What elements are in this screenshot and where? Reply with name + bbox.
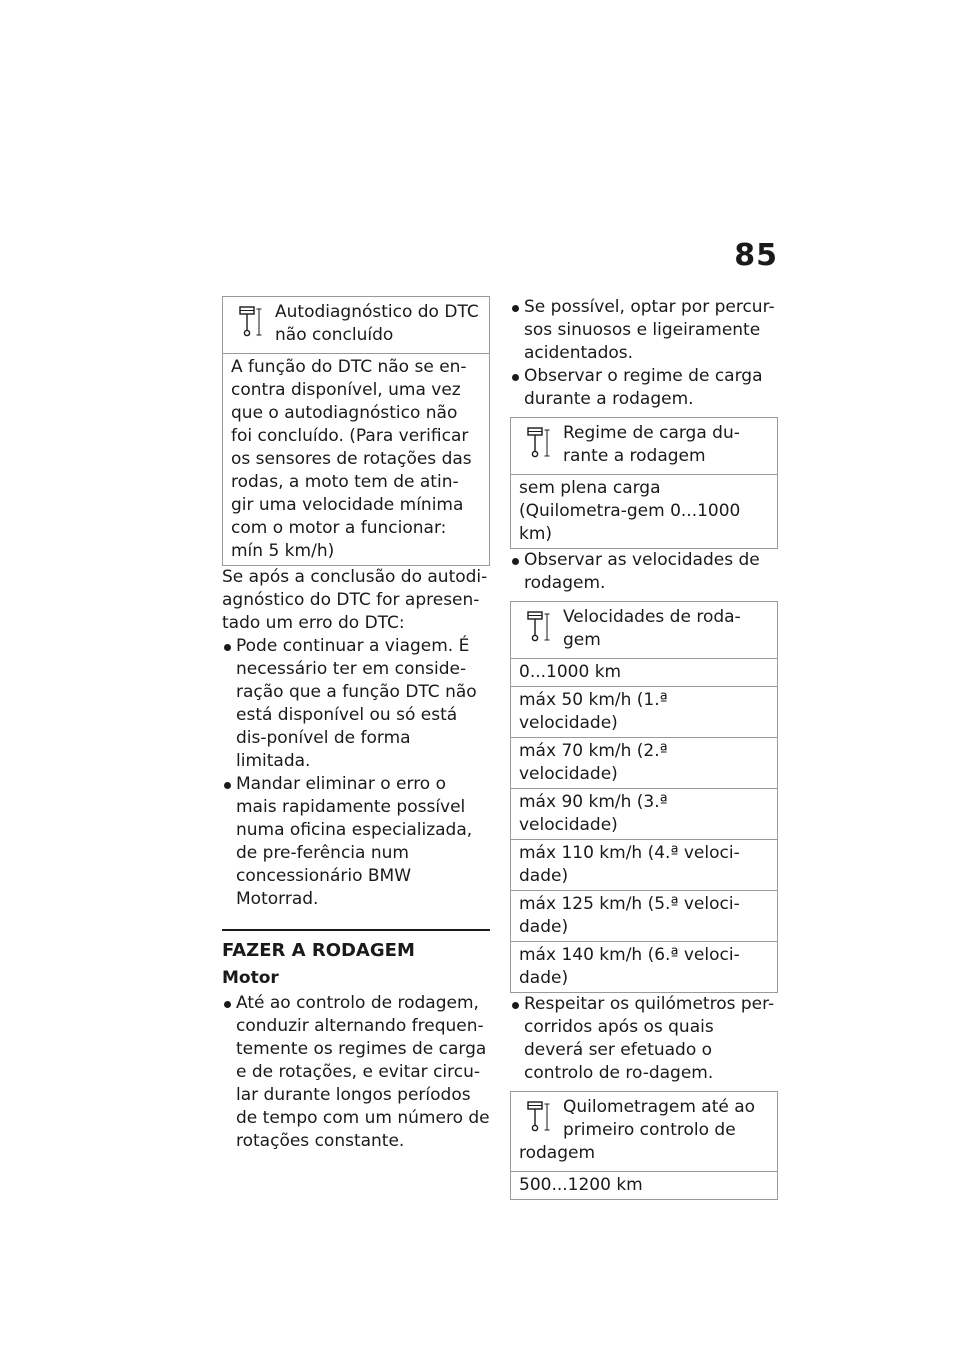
mileage-table	[510, 1091, 778, 1200]
dtc-table-header	[223, 297, 489, 353]
sub-title: Motor	[222, 968, 279, 988]
list-item: Mandar eliminar o erro o mais rapidamente possível numa oficina especializada, de pre-ferência num concessionário BMW Motorrad.	[222, 773, 490, 911]
technical-data-icon	[525, 610, 551, 642]
section-title: FAZER A RODAGEM	[222, 940, 415, 961]
right-column	[510, 296, 778, 1200]
left-column	[222, 296, 490, 1153]
mileage-table-title-tail: rodagem	[519, 1143, 596, 1163]
page-number: 85	[734, 238, 778, 273]
technical-data-icon	[237, 305, 263, 337]
table-row: máx 70 km/h (2.ª velocidade)	[511, 737, 777, 788]
list-item: Se possível, optar por percur-sos sinuosos e ligeiramente acidentados.	[510, 296, 778, 365]
list-item: Pode continuar a viagem. É necessário ter em conside-ração que a função DTC não está disponível ou só está dis-ponível de forma limitada.	[222, 635, 490, 773]
dtc-bullet-list	[222, 635, 490, 911]
dtc-table	[222, 296, 490, 566]
table-row: 500...1200 km	[511, 1171, 777, 1199]
load-table	[510, 417, 778, 549]
technical-data-icon	[525, 426, 551, 458]
dtc-table-body: A função do DTC não se en-contra disponível, uma vez que o autodiagnóstico não foi concluído. (Para verificar os sensores de rotações das rodas, a moto tem de atin-gir uma velocidade mínima com o motor a funcionar: mín 5 km/h)	[223, 353, 489, 565]
route-bullet-list	[510, 296, 778, 411]
speed-table-title: Velocidades de roda-gem	[563, 607, 741, 650]
table-row: sem plena carga (Quilometra-gem 0...1000 km)	[511, 474, 777, 548]
table-row: máx 50 km/h (1.ª velocidade)	[511, 686, 777, 737]
dtc-table-title: Autodiagnóstico do DTC não concluído	[275, 302, 479, 345]
table-row: 0...1000 km	[511, 658, 777, 686]
speed-table-header	[511, 602, 777, 658]
list-item: Observar o regime de carga durante a rodagem.	[510, 365, 778, 411]
mileage-bullet-list	[510, 993, 778, 1085]
mileage-table-title: Quilometragem até ao primeiro controlo de	[563, 1097, 756, 1140]
table-row: máx 90 km/h (3.ª velocidade)	[511, 788, 777, 839]
table-row: máx 140 km/h (6.ª veloci-dade)	[511, 941, 777, 992]
list-item: Respeitar os quilómetros per-corridos após os quais deverá ser efetuado o controlo de ro-dagem.	[510, 993, 778, 1085]
section-divider	[222, 929, 490, 931]
technical-data-icon	[525, 1100, 551, 1132]
mileage-table-header	[511, 1092, 777, 1171]
table-row: máx 110 km/h (4.ª veloci-dade)	[511, 839, 777, 890]
list-item: Observar as velocidades de rodagem.	[510, 549, 778, 595]
list-item: Até ao controlo de rodagem, conduzir alternando frequen-temente os regimes de carga e de rotações, e evitar circu-lar durante longos períodos de tempo com um número de rotações constante.	[222, 992, 490, 1153]
speed-table	[510, 601, 778, 993]
load-table-title: Regime de carga du-rante a rodagem	[563, 423, 740, 466]
speed-bullet-list	[510, 549, 778, 595]
dtc-intro-text: Se após a conclusão do autodi-agnóstico do DTC for apresen-tado um erro do DTC:	[222, 567, 488, 633]
table-row: máx 125 km/h (5.ª veloci-dade)	[511, 890, 777, 941]
load-table-header	[511, 418, 777, 474]
motor-bullet-list	[222, 992, 490, 1153]
